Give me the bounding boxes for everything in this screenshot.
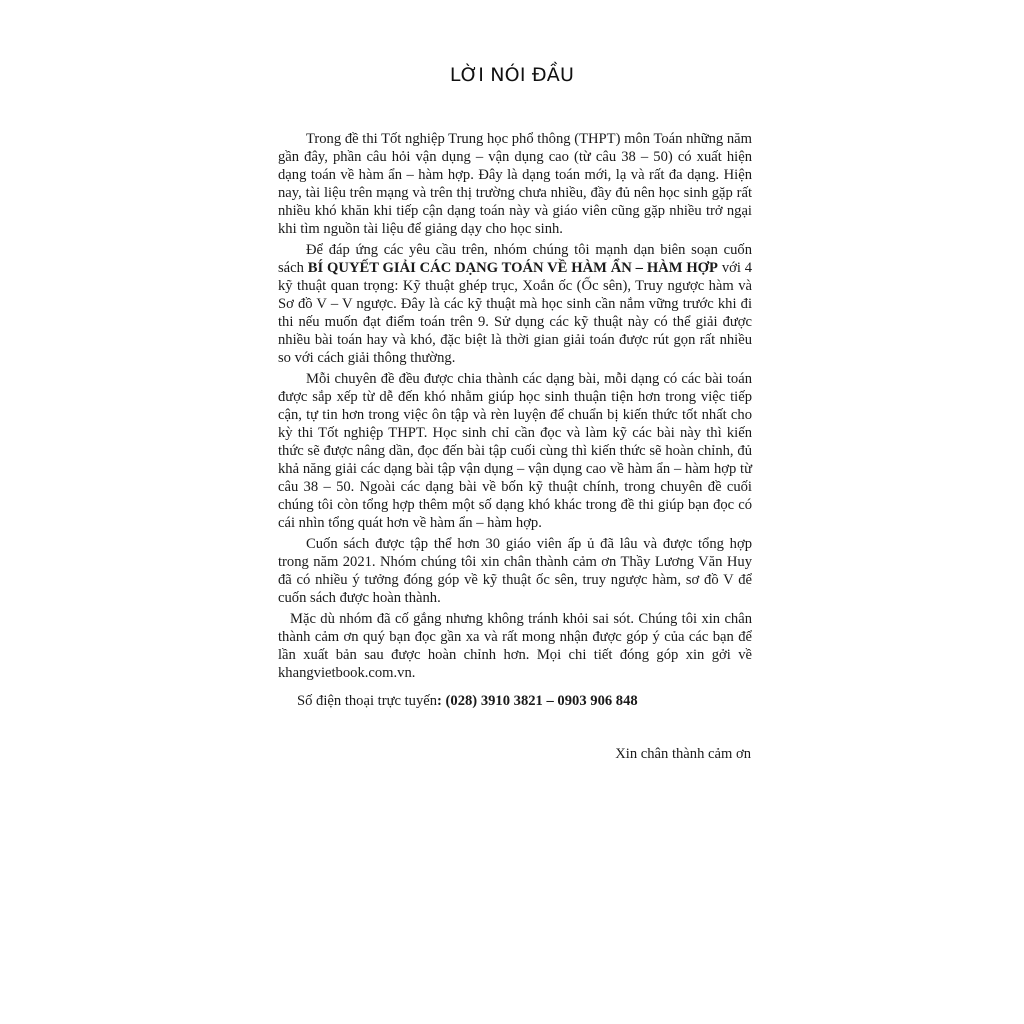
paragraph-2 — [278, 241, 752, 367]
paragraph-1: Trong đề thi Tốt nghiệp Trung học phổ thông (THPT) môn Toán những năm gần đây, phần câu hỏi vận dụng – vận dụng cao (từ câu 38 – 50) có xuất hiện dạng toán về hàm ẩn – hàm hợp. Đây là dạng toán mới, lạ và rất đa dạng. Hiện nay, tài liệu trên mạng và trên thị trường chưa nhiều, đầy đủ nên học sinh gặp rất nhiều khó khăn khi tiếp cận dạng toán này và giáo viên cũng gặp nhiều trở ngại khi tìm nguồn tài liệu để giảng dạy cho học sinh. — [278, 131, 752, 237]
page-title: LỜI NÓI ĐẦU — [449, 64, 575, 86]
paragraph-2-intro: Để đáp ứng các yêu cầu trên, nhóm chúng tôi mạnh dạn biên soạn cuốn sách — [278, 242, 752, 276]
book-title: BÍ QUYẾT GIẢI CÁC DẠNG TOÁN VỀ HÀM ẨN – HÀM HỢP — [307, 260, 718, 276]
paragraph-5: Mặc dù nhóm đã cố gắng nhưng không tránh khỏi sai sót. Chúng tôi xin chân thành cảm ơn quý bạn đọc gần xa và rất mong nhận được góp ý của các bạn để lần xuất bản sau được hoàn chỉnh hơn. Mọi chi tiết đóng góp xin gởi về khangvietbook.com.vn. — [278, 611, 752, 681]
paragraph-3: Mỗi chuyên đề đều được chia thành các dạng bài, mỗi dạng có các bài toán được sắp xếp từ dễ đến khó nhằm giúp học sinh thuận tiện hơn trong việc tiếp cận, tự tin hơn trong việc ôn tập và rèn luyện để chuẩn bị kiến thức tốt nhất cho kỳ thi Tốt nghiệp THPT. Học sinh chỉ cần đọc và làm kỹ các bài này thì kiến thức sẽ được nâng dần, đọc đến bài tập cuối cùng thì kiến thức sẽ hoàn chỉnh, đủ khả năng giải các dạng bài tập vận dụng – vận dụng cao về hàm ẩn – hàm hợp từ câu 38 – 50. Ngoài các dạng bài về bốn kỹ thuật chính, trong chuyên đề cuối chúng tôi còn tổng hợp thêm một số dạng khó khác trong đề thi giúp bạn đọc có cái nhìn tổng quát hơn về hàm ẩn – hàm hợp. — [278, 371, 752, 531]
paragraph-4: Cuốn sách được tập thể hơn 30 giáo viên ấp ủ đã lâu và được tổng hợp trong năm 2021. Nhóm chúng tôi xin chân thành cảm ơn Thầy Lương Văn Huy đã có nhiều ý tưởng đóng góp về kỹ thuật ốc sên, truy ngược hàm, sơ đồ V để cuốn sách được hoàn thành. — [278, 536, 752, 606]
paragraph-2-rest: với 4 kỹ thuật quan trọng: Kỹ thuật ghép trục, Xoắn ốc (Ốc sên), Truy ngược hàm và Sơ đồ V – V ngược. Đây là các kỹ thuật mà học sinh cần nắm vững trước khi đi thi nếu muốn đạt điểm toán trên 9. Sử dụng các kỹ thuật này có thể giải được nhiều bài toán hay và khó, đặc biệt là thời gian giải toán được rút gọn rất nhiều so với cách giải thông thường. — [278, 260, 753, 366]
phone-number: : (028) 3910 3821 – 0903 906 848 — [437, 693, 638, 709]
preface-body — [278, 130, 752, 685]
closing-thanks: Xin chân thành cảm ơn — [615, 746, 751, 762]
phone-label: Số điện thoại trực tuyến — [297, 693, 438, 709]
phone-line — [297, 692, 638, 710]
